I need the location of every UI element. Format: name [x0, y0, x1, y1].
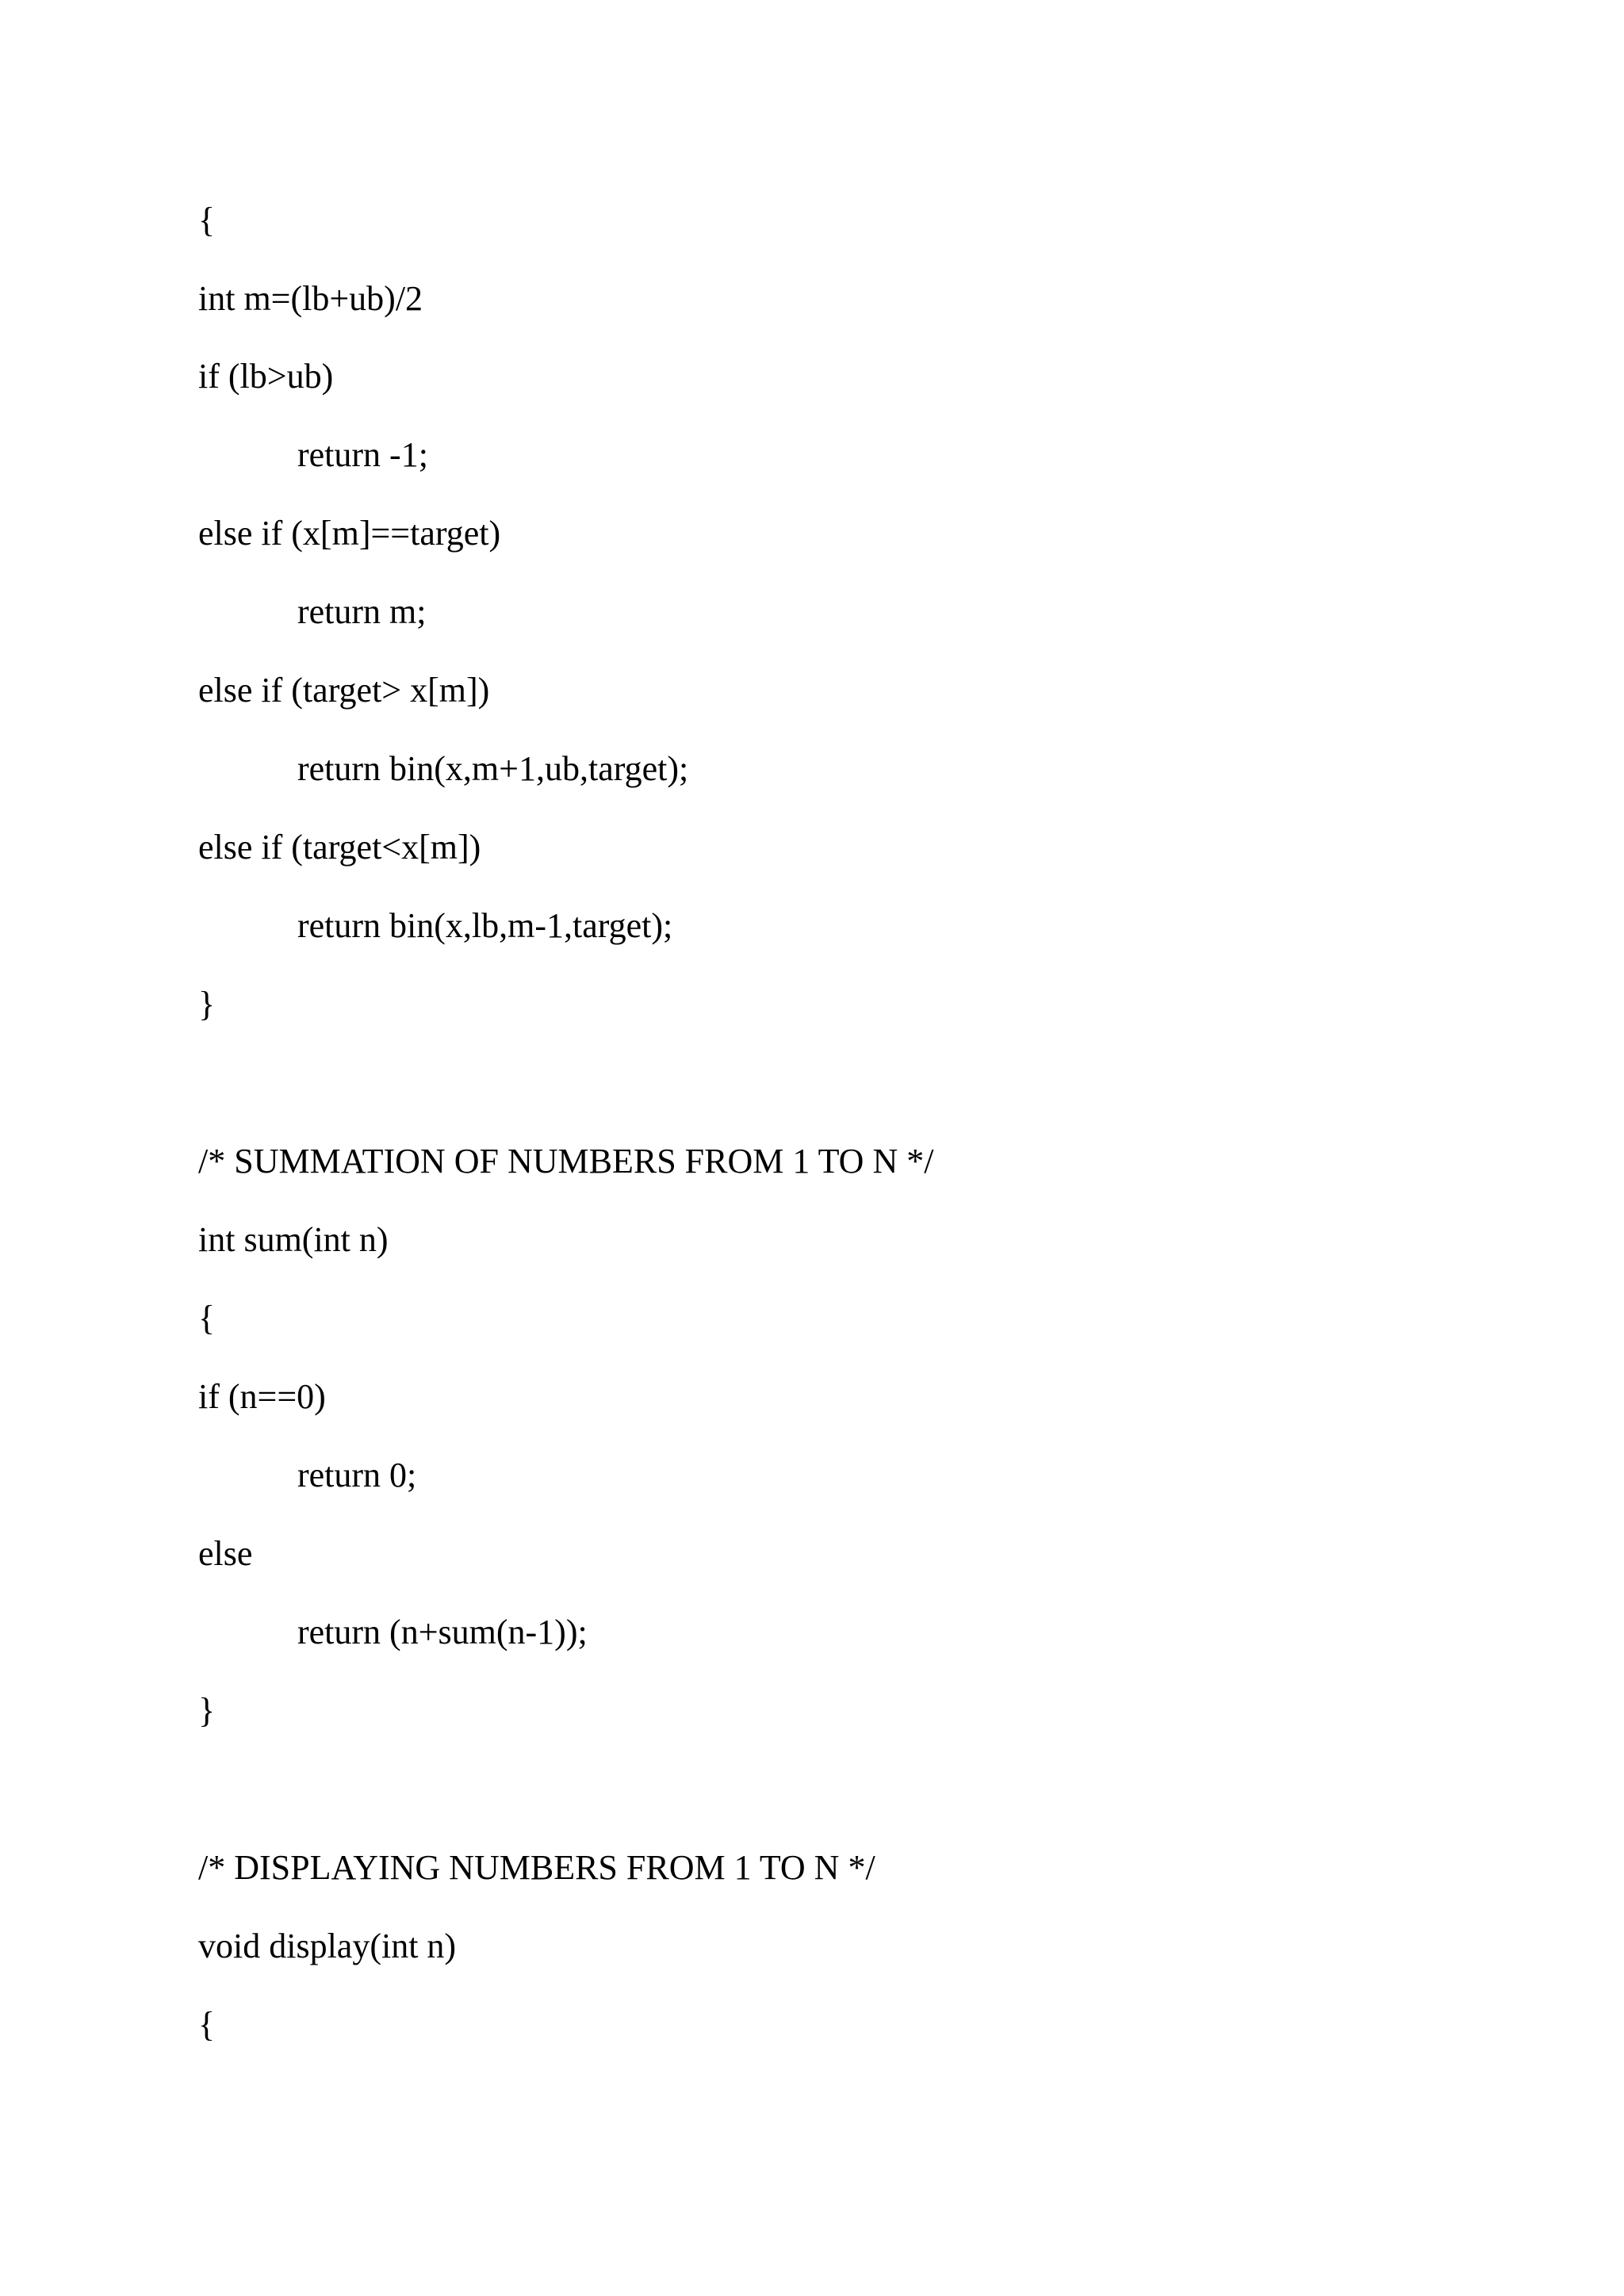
- code-line-if-zero: if (n==0): [198, 1377, 326, 1416]
- code-line-open-brace: {: [198, 201, 216, 239]
- code-comment-display: /* DISPLAYING NUMBERS FROM 1 TO N */: [198, 1848, 875, 1887]
- code-line-return-zero: return 0;: [297, 1456, 417, 1494]
- code-line-return-neg: return -1;: [297, 435, 428, 474]
- code-line-elif-greater: else if (target> x[m]): [198, 671, 490, 710]
- code-line-return-rec: return (n+sum(n-1));: [297, 1613, 588, 1651]
- code-line-mid-decl: int m=(lb+ub)/2: [198, 279, 423, 318]
- code-comment-summation: /* SUMMATION OF NUMBERS FROM 1 TO N */: [198, 1142, 934, 1181]
- code-line-sum-close-brace: }: [198, 1691, 216, 1730]
- code-line-sum-signature: int sum(int n): [198, 1220, 389, 1259]
- code-line-return-m: return m;: [297, 592, 427, 631]
- code-line-close-brace: }: [198, 985, 216, 1024]
- code-line-display-open-brace: {: [198, 2005, 216, 2044]
- code-line-if-bounds: if (lb>ub): [198, 357, 334, 396]
- code-line-return-left: return bin(x,lb,m-1,target);: [297, 906, 673, 945]
- code-line-elif-found: else if (x[m]==target): [198, 514, 501, 553]
- code-line-sum-open-brace: {: [198, 1299, 216, 1337]
- code-line-return-right: return bin(x,m+1,ub,target);: [297, 749, 689, 788]
- code-line-display-signature: void display(int n): [198, 1927, 457, 1965]
- code-line-elif-less: else if (target<x[m]): [198, 828, 481, 867]
- code-line-else: else: [198, 1534, 253, 1573]
